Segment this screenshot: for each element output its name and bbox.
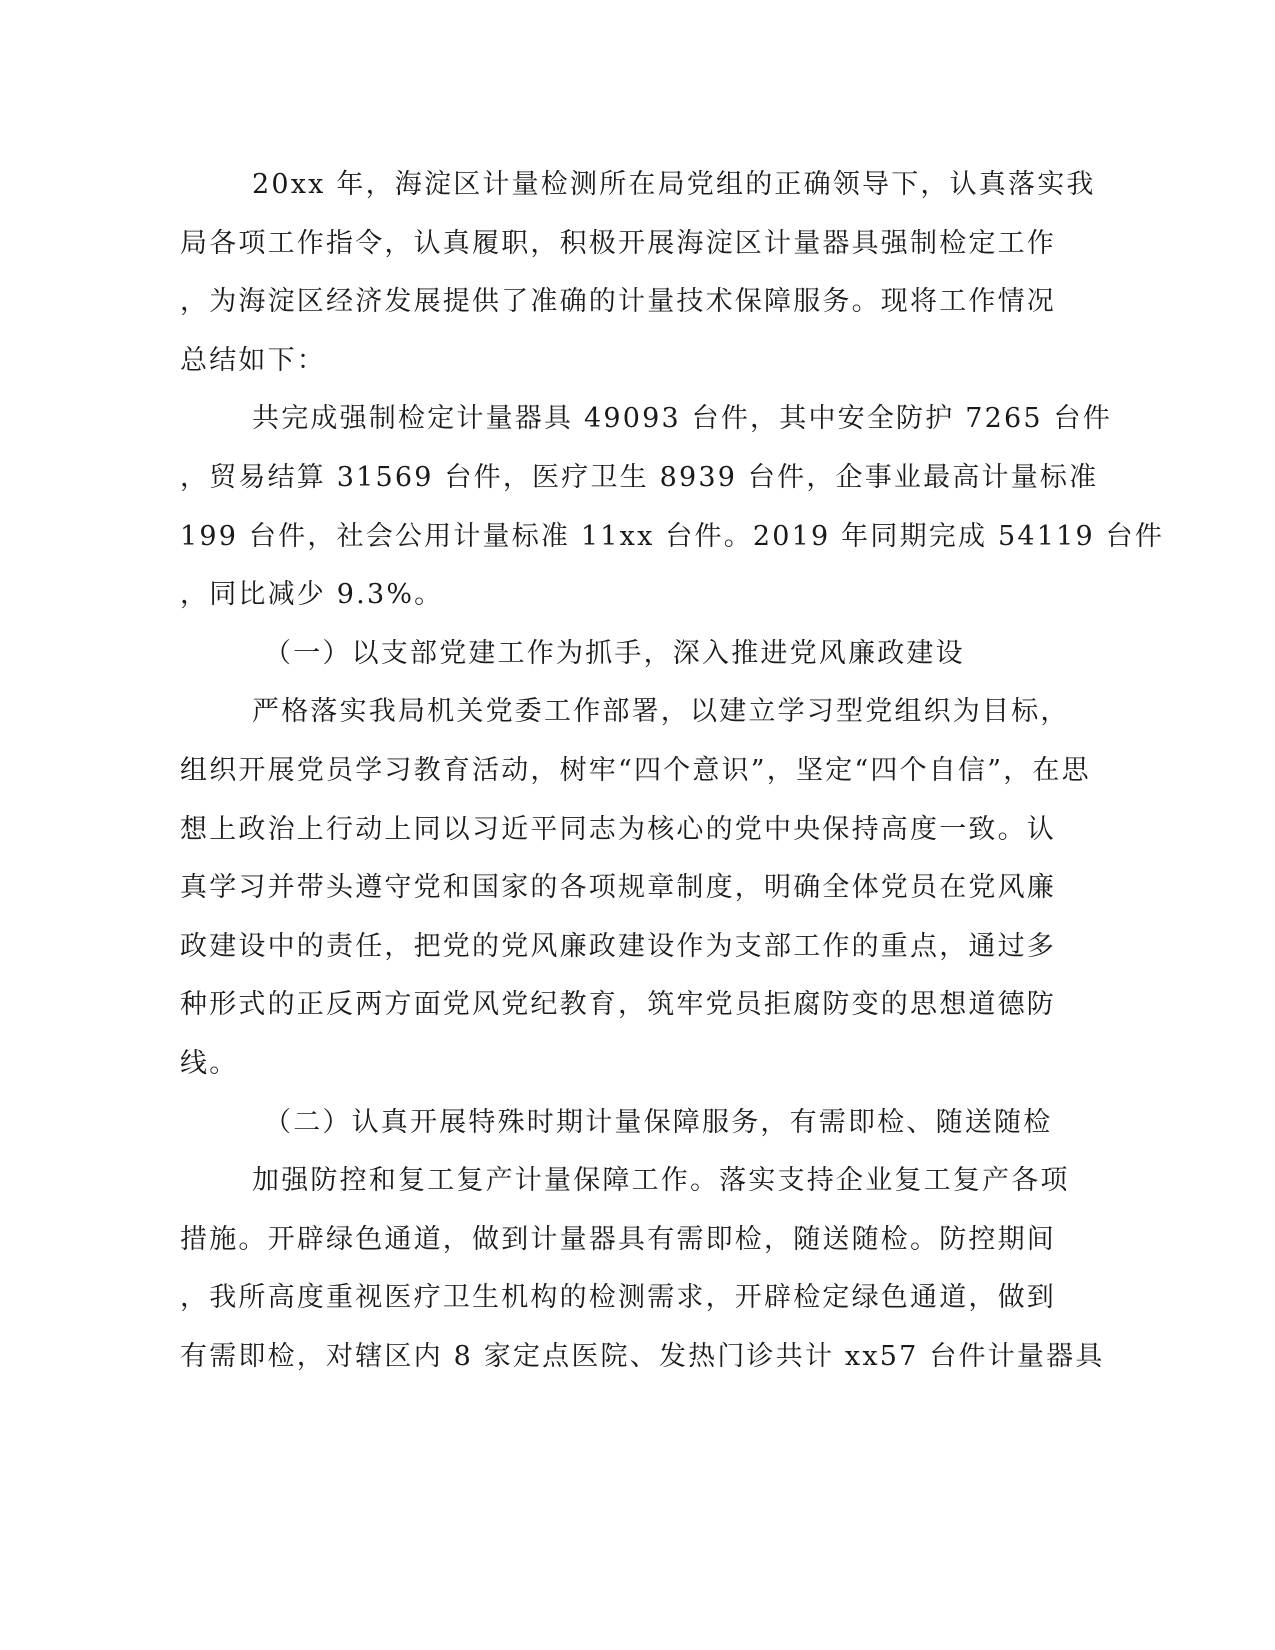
paragraph-statistics-line-3: 199 台件，社会公用计量标准 11xx 台件。2019 年同期完成 54119 台件	[180, 520, 1165, 552]
document-body	[180, 156, 1165, 1386]
paragraph-statistics-line-4: ，同比减少 9.3%。	[180, 579, 444, 611]
paragraph-party-line-3: 想上政治上行动上同以习近平同志为核心的党中央保持高度一致。认	[180, 813, 1056, 845]
paragraph-party-line-7: 线。	[180, 1047, 239, 1079]
paragraph-intro-line-4: 总结如下：	[180, 344, 326, 376]
paragraph-party-line-2: 组织开展党员学习教育活动，树牢“四个意识”，坚定“四个自信”，在思	[180, 754, 1091, 786]
paragraph-intro-line-2: 局各项工作指令，认真履职，积极开展海淀区计量器具强制检定工作	[180, 227, 1056, 259]
paragraph-service-line-1: 加强防控和复工复产计量保障工作。落实支持企业复工复产各项	[252, 1165, 1070, 1197]
paragraph-statistics-line-1: 共完成强制检定计量器具 49093 台件，其中安全防护 7265 台件	[252, 403, 1112, 435]
section-heading-2: （二）认真开展特殊时期计量保障服务，有需即检、随送随检	[264, 1106, 1053, 1138]
paragraph-party-line-5: 政建设中的责任，把党的党风廉政建设作为支部工作的重点，通过多	[180, 930, 1056, 962]
paragraph-service-line-2: 措施。开辟绿色通道，做到计量器具有需即检，随送随检。防控期间	[180, 1223, 1056, 1255]
paragraph-statistics-line-2: ，贸易结算 31569 台件，医疗卫生 8939 台件，企事业最高计量标准	[180, 461, 1099, 493]
paragraph-party-line-1: 严格落实我局机关党委工作部署，以建立学习型党组织为目标，	[252, 696, 1070, 728]
section-heading-1: （一）以支部党建工作为抓手，深入推进党风廉政建设	[264, 637, 965, 669]
paragraph-intro-line-3: ，为海淀区经济发展提供了准确的计量技术保障服务。现将工作情况	[180, 286, 1056, 318]
paragraph-intro-line-1: 20xx 年，海淀区计量检测所在局党组的正确领导下，认真落实我	[252, 169, 1096, 200]
paragraph-party-line-4: 真学习并带头遵守党和国家的各项规章制度，明确全体党员在党风廉	[180, 872, 1056, 904]
paragraph-service-line-3: ，我所高度重视医疗卫生机构的检测需求，开辟检定绿色通道，做到	[180, 1282, 1056, 1314]
paragraph-party-line-6: 种形式的正反两方面党风党纪教育，筑牢党员拒腐防变的思想道德防	[180, 989, 1056, 1021]
paragraph-service-line-4: 有需即检，对辖区内 8 家定点医院、发热门诊共计 xx57 台件计量器具	[180, 1340, 1105, 1372]
